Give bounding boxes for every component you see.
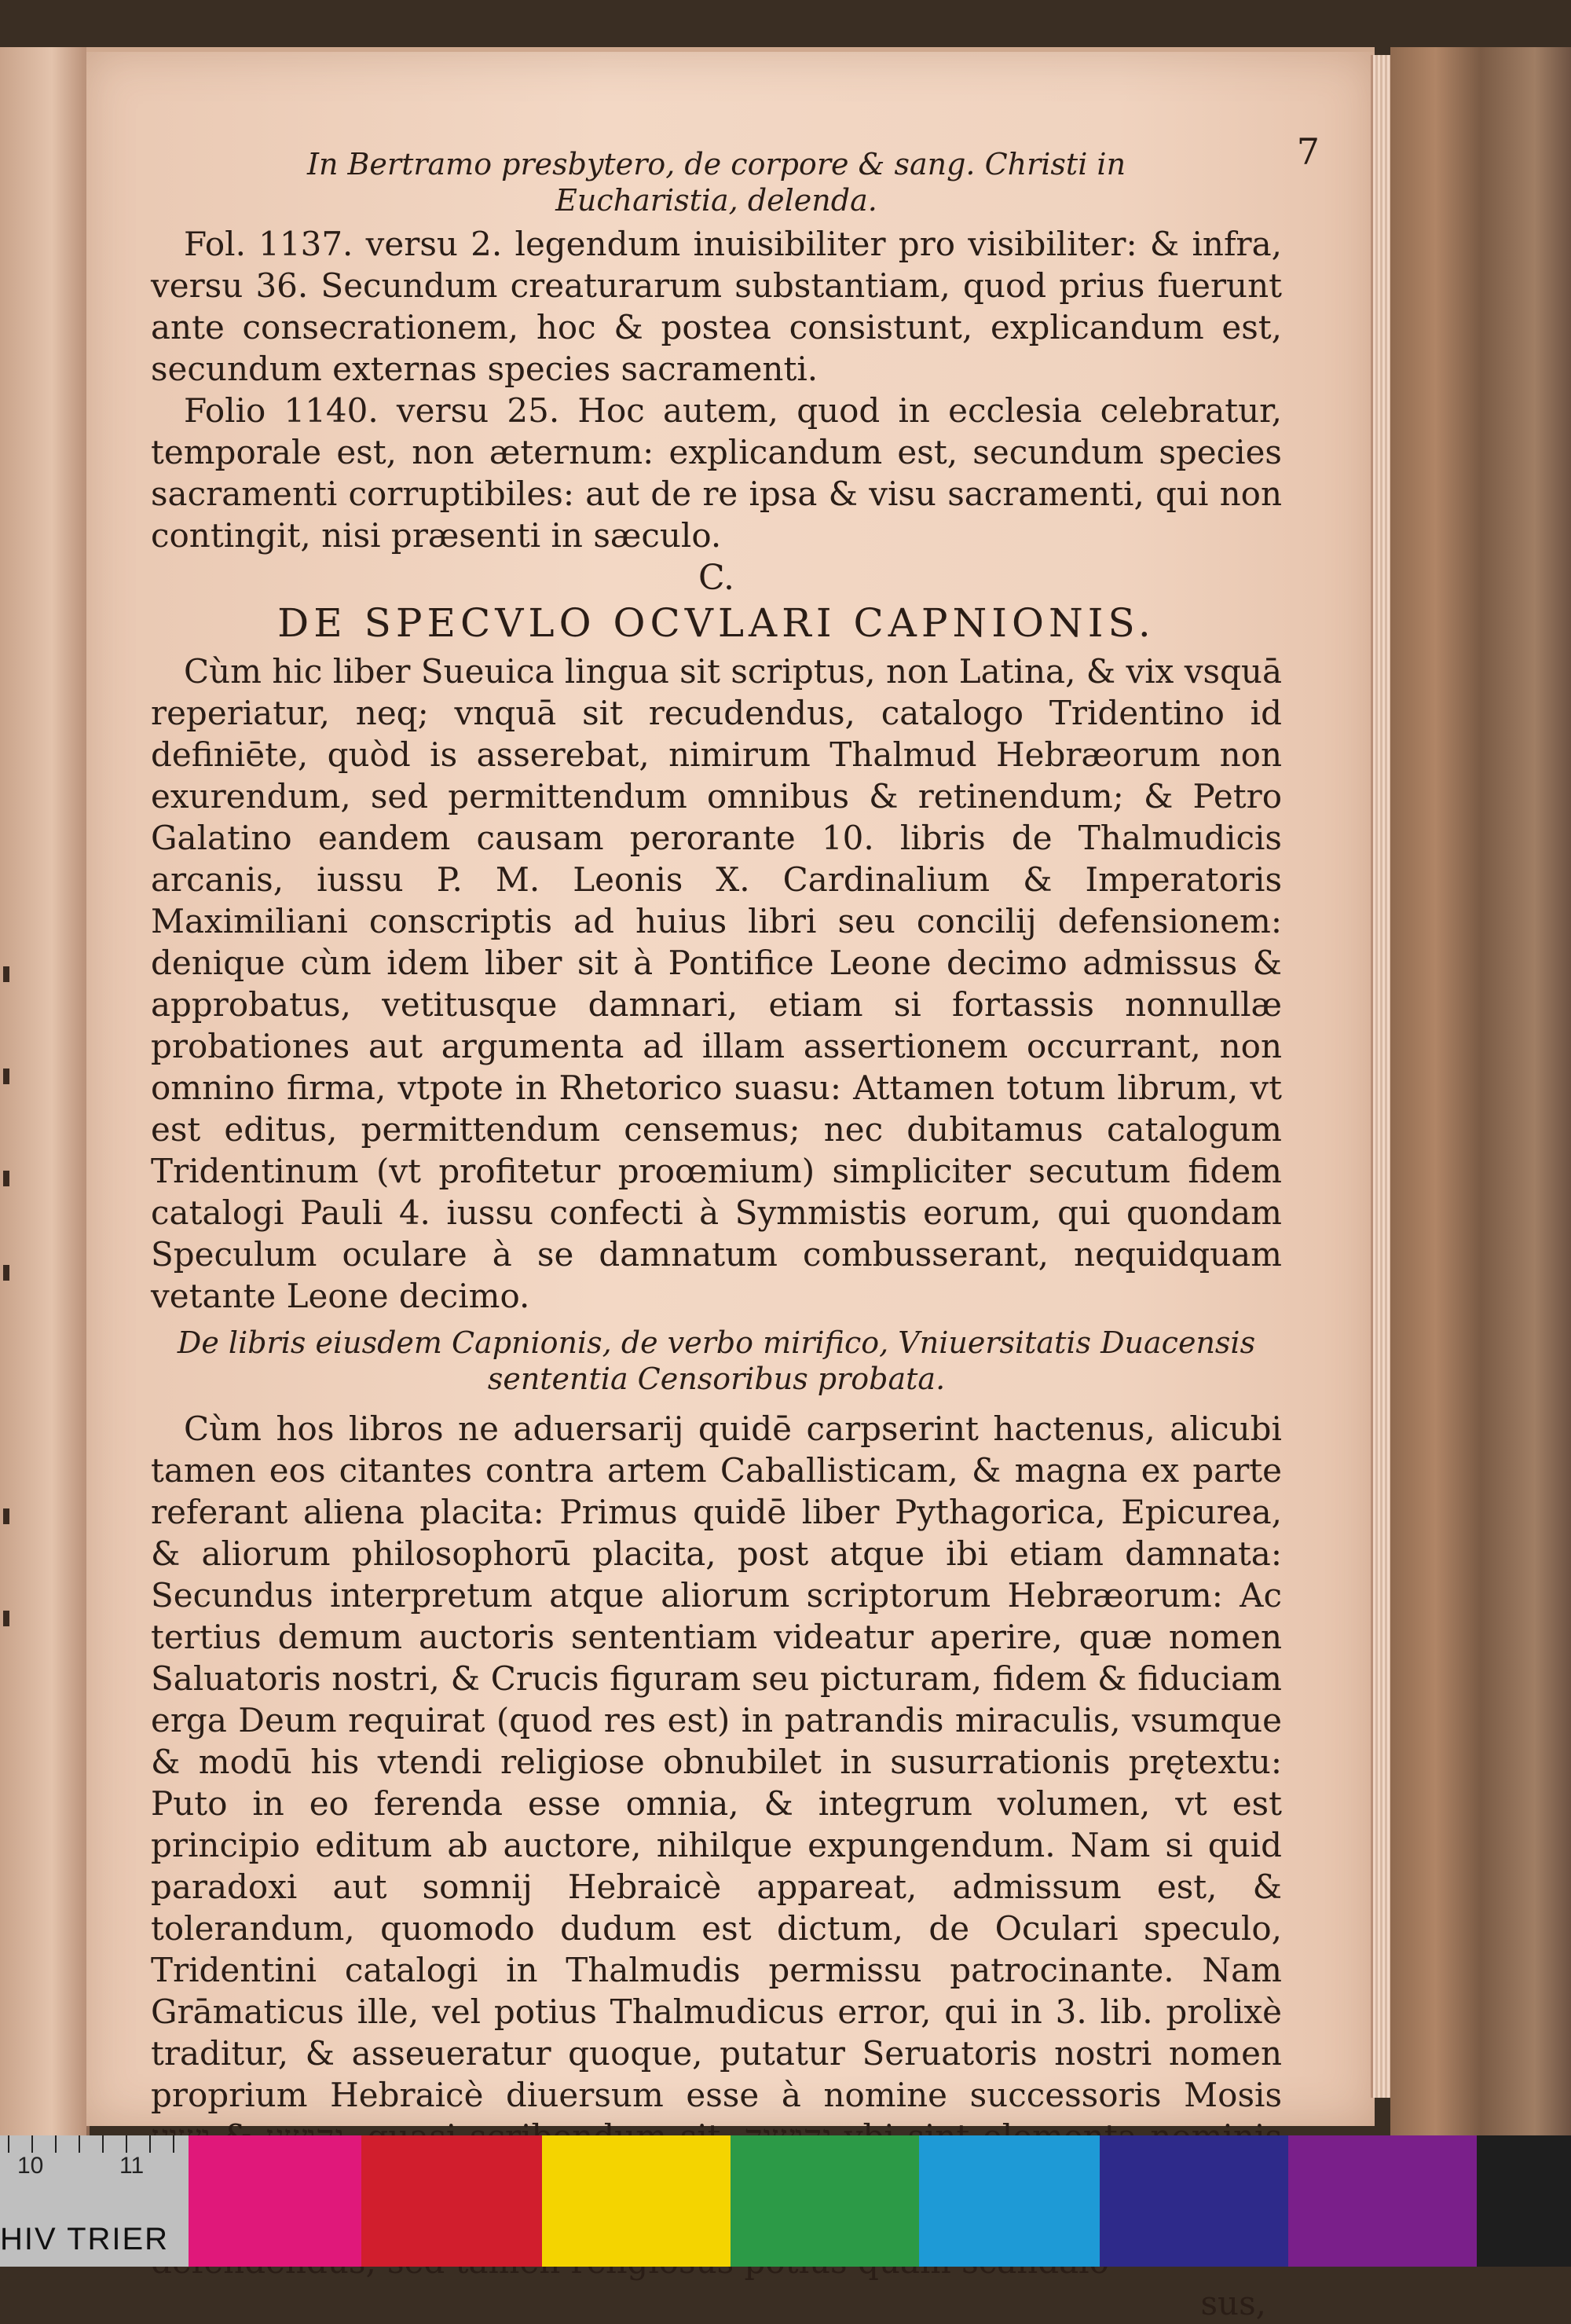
page-text-block: [151, 146, 1282, 2324]
subsection-title: De libris eiusdem Capnionis, de verbo mirifico, Vniuersitatis Duacensis sententia Censoribus probata.: [177, 1325, 1256, 1396]
paragraph-de-verbo-mirifico: Cùm hos libros ne aduersarij quidē carpserint hactenus, alicubi tamen eos citantes contra artem Caballisticam, & magna ex parte referant aliena placita: Primus quidē liber Pythagorica, Epicurea, & aliorum philosophorū placita, post atque ibi etiam damnata: Secundus interpretum atque aliorum scriptorum Hebræorum: Ac tertius demum auctoris sententiam videatur aperire, quæ nomen Saluatoris nostri, & Crucis figuram seu picturam, fidem & fiduciam erga Deum requirat (quod res est) in patrandis miraculis, vsumque & modū his vtendi religiose obnubilet in susurrationis prętextu: Puto in eo ferenda esse omnia, & integrum volumen, vt est principio editum ab auctore, nihilque expungendum. Nam si quid paradoxi aut somnij Hebraicè appareat, admissum est, & tolerandum, quomodo dudum est dictum, de Oculari speculo, Tridentini catalogi in Thalmudis permissu patrocinante. Nam Grāmaticus ille, vel potius Thalmudicus error, qui in 3. lib. prolixè traditur, & asseueratur quoque, putatur Seruatoris nostri nomen proprium Hebraicè diuersum esse à nomine successoris Mosis: [151, 1409, 1282, 2114]
swatch-yellow: [542, 2135, 731, 2267]
swatch-red: [361, 2135, 542, 2267]
previous-page-edge: [0, 47, 90, 2137]
paragraph-folio-1140: Folio 1140. versu 25. Hoc autem, quod in ecclesia celebratur, temporale est, non æternum: explicandum est, secundum species sacramenti corruptibiles: aut de re ipsa & visu sacramenti, qui non contingit, nisi præsenti in sæculo.: [151, 391, 1282, 555]
print-mark: [3, 1265, 9, 1281]
running-head: [151, 146, 1282, 218]
paragraph-folio-1137: Fol. 1137. versu 2. legendum inuisibiliter pro visibiliter: & infra, versu 36. Secundum creaturarum substantiam, quod prius fuerunt ante consecrationem, hoc & postea consistunt, explicandum est, secundum externas species sacramenti.: [151, 225, 1282, 388]
book-binding: [1390, 47, 1571, 2137]
running-head-line2: Eucharistia, delenda.: [555, 183, 877, 218]
swatch-purple: [1288, 2135, 1477, 2267]
archive-label: HIV TRIER: [0, 2222, 170, 2256]
ruler-tick: [8, 2135, 9, 2153]
catchword: sus,: [1200, 2284, 1266, 2322]
print-mark: [3, 966, 9, 982]
ruler-tick: [79, 2135, 80, 2153]
print-mark: [3, 1069, 9, 1084]
section-mark: C.: [698, 558, 735, 598]
print-mark: [3, 1171, 9, 1186]
running-head-line1: In Bertramo presbytero, de corpore & sang. Christi in: [306, 147, 1126, 181]
ruler-number: 10: [17, 2153, 44, 2179]
ruler-tick: [173, 2135, 174, 2153]
paragraph-speculum: Cùm hic liber Sueuica lingua sit scriptus, non Latina, & vix vsquā reperiatur, neq; vnquā sit recudendus, catalogo Tridentino id definiēte, quòd is asserebat, nimirum Thalmud Hebræorum non exurendum, sed permittendum omnibus & retinendum; & Petro Galatino eandem causam perorante 10. libris de Thalmudicis arcanis, iussu P. M. Leonis X. Cardinalium & Imperatoris Maximiliani conscriptis ad huius libri seu concilij defensionem: denique cùm idem liber sit à Pontifice Leone decimo admissus & approbatus, vetitusque damnari, etiam si fortassis nonnullæ probationes aut argumenta ad illam assertionem occurrant, non omnino firma, vtpote in Rhetorico suasu: Attamen totum librum, vt est editus, permittendum censemus; nec dubitamus catalogum Tridentinum (vt profitetur proœmium) simpliciter secutum fidem catalogi Pauli 4. iussu confecti à Symmistis eorum, qui quondam Speculum oculare à se damnatum combusserant, nequidquam vetante Leone decimo.: [151, 652, 1282, 1315]
swatch-cyan: [919, 2135, 1100, 2267]
print-mark: [3, 1611, 9, 1626]
ruler-tick: [31, 2135, 33, 2153]
ruler-tick: [102, 2135, 104, 2153]
section-title: DE SPECVLO OCVLARI CAPNIONIS.: [277, 600, 1155, 646]
ruler-number: 11: [119, 2153, 145, 2179]
swatch-magenta: [189, 2135, 361, 2267]
swatch-green: [731, 2135, 919, 2267]
page-number: 7: [1296, 130, 1320, 173]
ruler-tick: [126, 2135, 127, 2153]
print-mark: [3, 1508, 9, 1524]
ruler-tick: [149, 2135, 151, 2153]
color-calibration-strip: [0, 2135, 1571, 2267]
ruler: [0, 2135, 189, 2267]
swatch-blue: [1100, 2135, 1288, 2267]
book-page: [86, 47, 1375, 2322]
ruler-tick: [55, 2135, 57, 2153]
